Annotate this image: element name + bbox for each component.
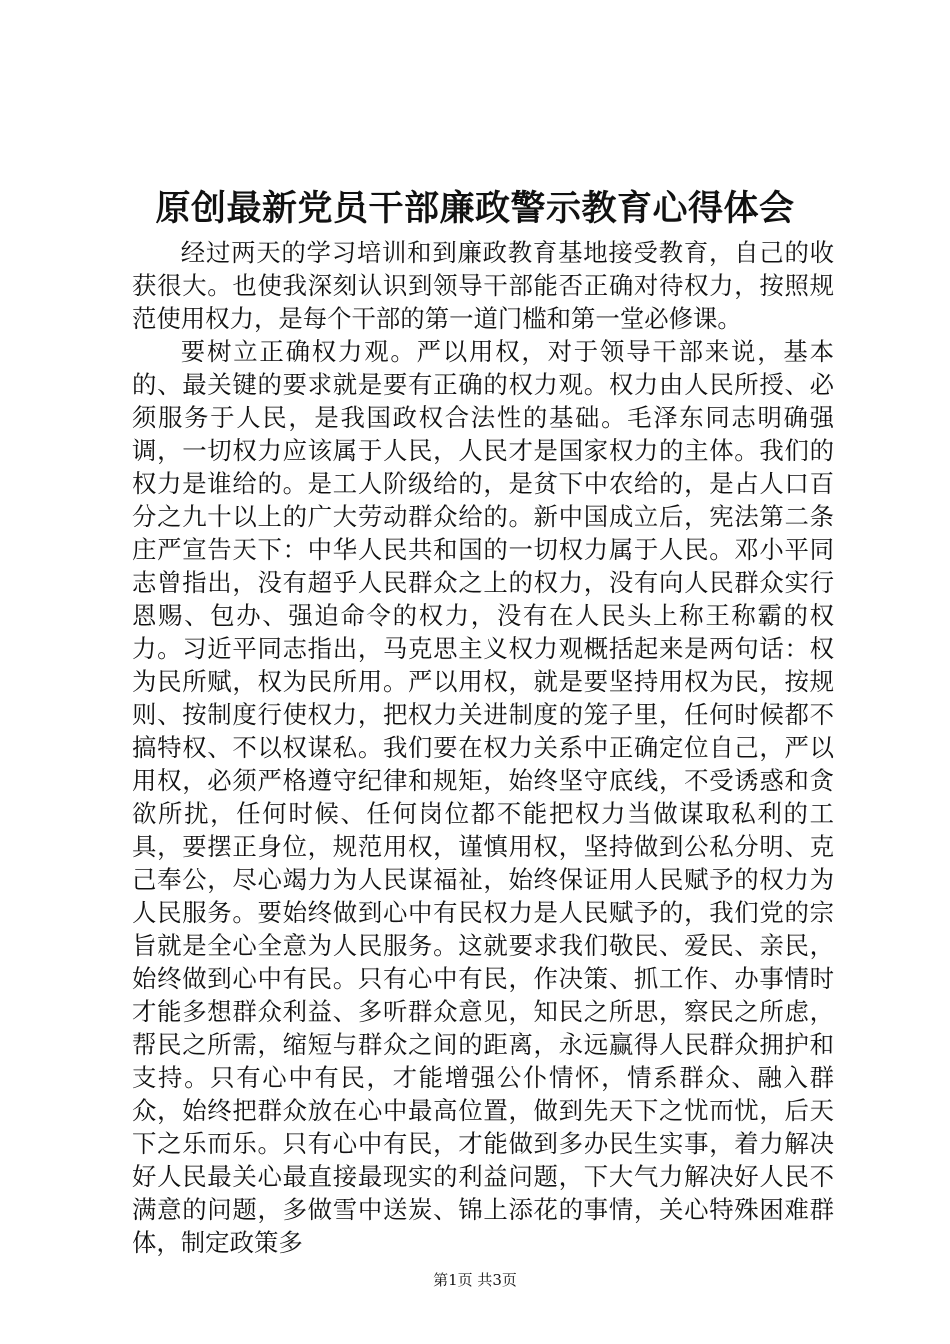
paragraph-intro: 经过两天的学习培训和到廉政教育基地接受教育，自己的收获很大。也使我深刻认识到领导干部能否正确对待权力，按照规范使用权力，是每个干部的第一道门槛和第一堂必修课。 xyxy=(132,238,834,333)
paragraph-power-view: 要树立正确权力观。严以用权，对于领导干部来说，基本的、最关键的要求就是要有正确的权力观。权力由人民所授、必须服务于人民，是我国政权合法性的基础。毛泽东同志明确强调，一切权力应该属于人民，人民才是国家权力的主体。我们的权力是谁给的。是工人阶级给的，是贫下中农给的，是占人口百分之九十以上的广大劳动群众给的。新中国成立后，宪法第二条庄严宣告天下：中华人民共和国的一切权力属于人民。邓小平同志曾指出，没有超乎人民群众之上的权力，没有向人民群众实行恩赐、包办、强迫命令的权力，没有在人民头上称王称霸的权力。习近平同志指出，马克思主义权力观概括起来是两句话：权为民所赋，权为民所用。严以用权，就是要坚持用权为民，按规则、按制度行使权力，把权力关进制度的笼子里，任何时候都不搞特权、不以权谋私。我们要在权力关系中正确定位自己，严以用权，必须严格遵守纪律和规矩，始终坚守底线，不受诱惑和贪欲所扰，任何时候、任何岗位都不能把权力当做谋取私利的工具，要摆正身位，规范用权，谨慎用权，坚持做到公私分明、克己奉公，尽心竭力为人民谋福祉，始终保证用人民赋予的权力为人民服务。要始终做到心中有民权力是人民赋予的，我们党的宗旨就是全心全意为人民服务。这就要求我们敬民、爱民、亲民，始终做到心中有民。只有心中有民，作决策、抓工作、办事情时才能多想群众利益、多听群众意见，知民之所思，察民之所虑，帮民之所需，缩短与群众之间的距离，永远赢得人民群众拥护和支持。只有心中有民，才能增强公仆情怀，情系群众、融入群众，始终把群众放在心中最高位置，做到先天下之忧而忧，后天下之乐而乐。只有心中有民，才能做到多办民生实事，着力解决好人民最关心最直接最现实的利益问题，下大气力解决好人民不满意的问题，多做雪中送炭、锦上添花的事情，关心特殊困难群体，制定政策多 xyxy=(132,337,834,1257)
page-footer: 第1页 共3页 xyxy=(433,1271,517,1289)
document-body xyxy=(132,236,834,1259)
document-title: 原创最新党员干部廉政警示教育心得体会 xyxy=(155,188,795,229)
